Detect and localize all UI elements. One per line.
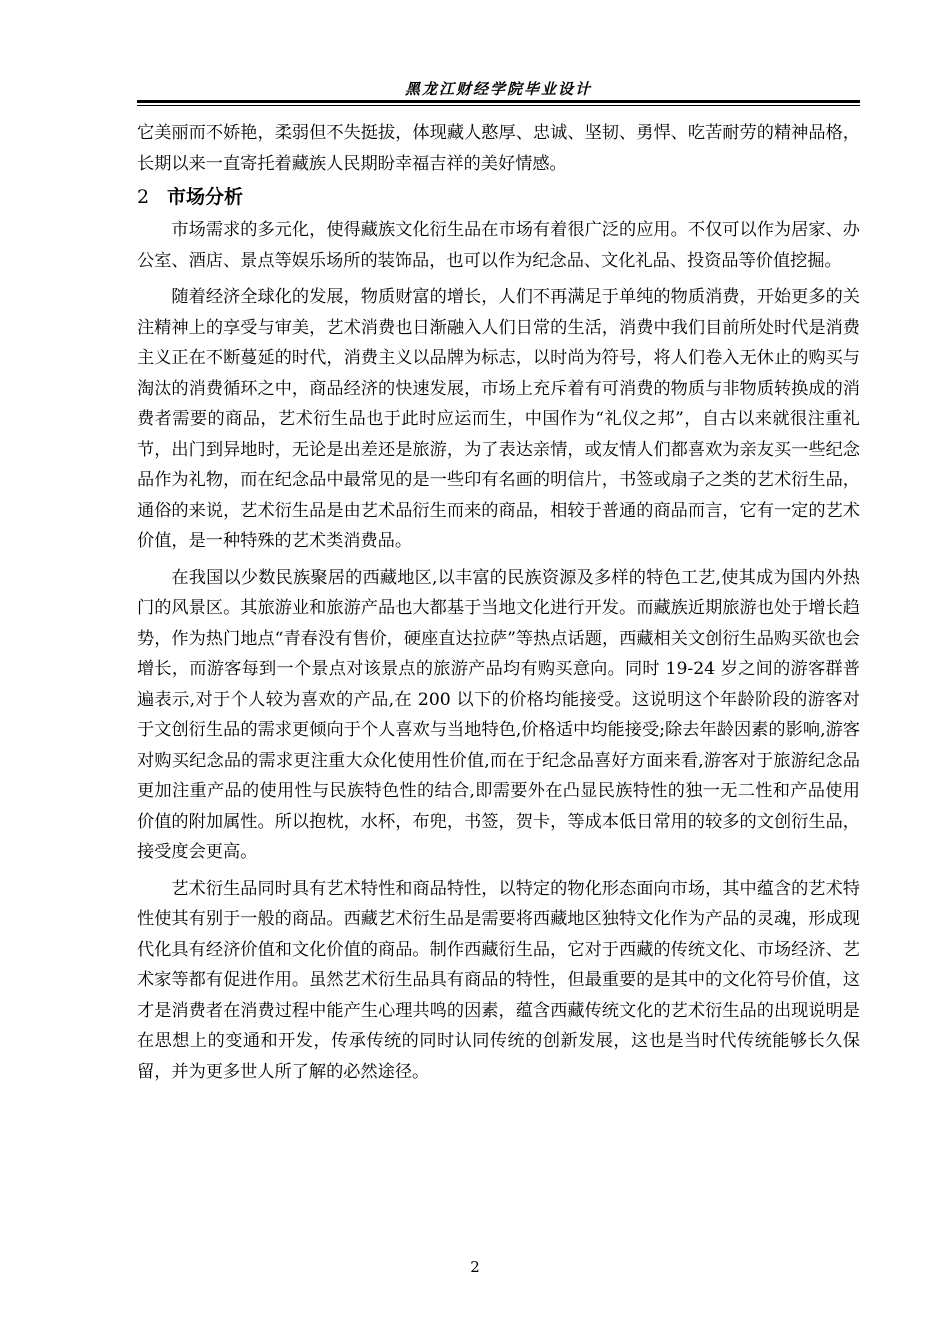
header-rule-thin bbox=[137, 105, 860, 106]
header-title: 黑龙江财经学院毕业设计 bbox=[404, 80, 592, 98]
section-heading bbox=[137, 181, 860, 213]
header-rule-thick bbox=[137, 100, 860, 103]
body-content bbox=[137, 118, 860, 1087]
continuation-paragraph: 它美丽而不娇艳，柔弱但不失挺拔，体现藏人憨厚、忠诚、坚韧、勇悍、吃苦耐劳的精神品格，长期以来一直寄托着藏族人民期盼幸福吉祥的美好情感。 bbox=[137, 123, 860, 174]
paragraph-1: 市场需求的多元化，使得藏族文化衍生品在市场有着很广泛的应用。不仅可以作为居家、办公室、酒店、景点等娱乐场所的装饰品，也可以作为纪念品、文化礼品、投资品等价值挖掘。 bbox=[137, 220, 860, 271]
page-number: 2 bbox=[470, 1258, 480, 1276]
paragraph-2: 随着经济全球化的发展，物质财富的增长，人们不再满足于单纯的物质消费，开始更多的关注精神上的享受与审美，艺术消费也日渐融入人们日常的生活，消费中我们目前所处时代是消费主义正在不断蔓延的时代，消费主义以品牌为标志，以时尚为符号，将人们卷入无休止的购买与淘汰的消费循环之中，商品经济的快速发展，市场上充斥着有可消费的物质与非物质转换成的消费者需要的商品，艺术衍生品也于此时应运而生，中国作为“礼仪之邦”，自古以来就很注重礼节，出门到异地时，无论是出差还是旅游，为了表达亲情，或友情人们都喜欢为亲友买一些纪念品作为礼物，而在纪念品中最常见的是一些印有名画的明信片，书签或扇子之类的艺术衍生品，通俗的来说，艺术衍生品是由艺术品衍生而来的商品，相较于普通的商品而言，它有一定的艺术价值，是一种特殊的艺术类消费品。 bbox=[137, 287, 860, 551]
paragraph-3: 在我国以少数民族聚居的西藏地区,以丰富的民族资源及多样的特色工艺,使其成为国内外热门的风景区。其旅游业和旅游产品也大都基于当地文化进行开发。而藏族近期旅游也处于增长趋势，作为热门地点“青春没有售价，硬座直达拉萨”等热点话题，西藏相关文创衍生品购买欲也会增长，而游客每到一个景点对该景点的旅游产品均有购买意向。同时 19-24 岁之间的游客群普遍表示,对于个人较为喜欢的产品,在 200 以下的价格均能接受。这说明这个年龄阶段的游客对于文创衍生品的需求更倾向于个人喜欢与当地特色,价格适中均能接受;除去年龄因素的影响,游客对购买纪念品的需求更注重大众化使用性价值,而在于纪念品喜好方面来看,游客对于旅游纪念品更加注重产品的使用性与民族特色性的结合,即需要外在凸显民族特性的独一无二性和产品使用价值的附加属性。所以抱枕，水杯，布兜，书签，贺卡，等成本低日常用的较多的文创衍生品，接受度会更高。 bbox=[137, 567, 860, 862]
paragraph-4: 艺术衍生品同时具有艺术特性和商品特性，以特定的物化形态面向市场，其中蕴含的艺术特性使其有别于一般的商品。西藏艺术衍生品是需要将西藏地区独特文化作为产品的灵魂，形成现代化具有经济价值和文化价值的商品。制作西藏衍生品，它对于西藏的传统文化、市场经济、艺术家等都有促进作用。虽然艺术衍生品具有商品的特性，但最重要的是其中的文化符号价值，这才是消费者在消费过程中能产生心理共鸣的因素，蕴含西藏传统文化的艺术衍生品的出现说明是在思想上的变通和开发，传承传统的同时认同传统的创新发展，这也是当时代传统能够长久保留，并为更多世人所了解的必然途径。 bbox=[137, 878, 860, 1082]
page-header bbox=[137, 70, 860, 106]
section-title: 市场分析 bbox=[167, 186, 244, 208]
section-number: 2 bbox=[137, 186, 150, 208]
